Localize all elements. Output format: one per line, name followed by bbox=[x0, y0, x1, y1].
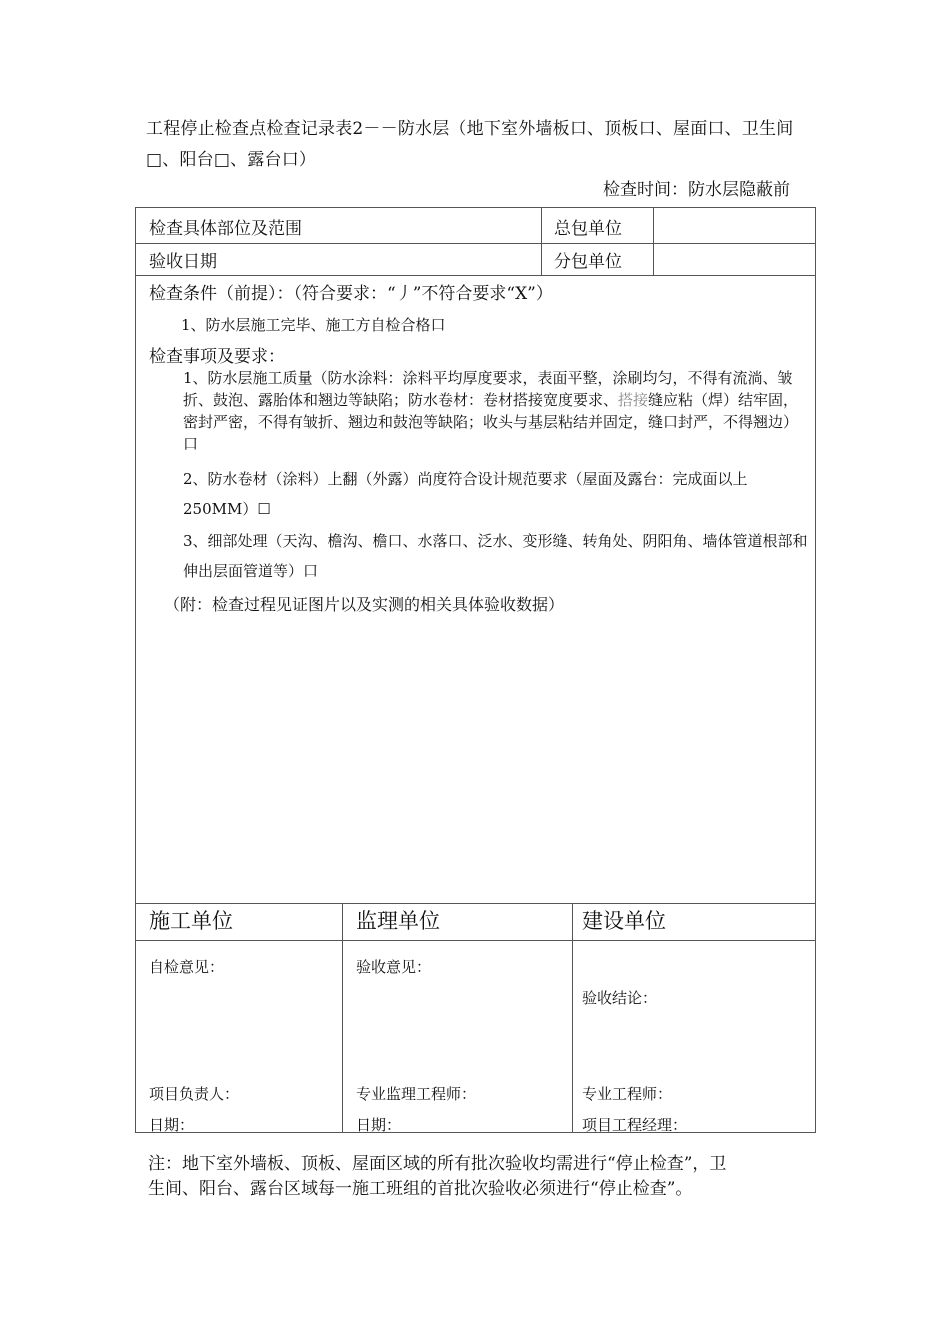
document-title: 工程停止检查点检查记录表2－－防水层（地下室外墙板口、顶板口、屋面口、卫生间□、阳台□、露台口） bbox=[146, 119, 794, 170]
col-divider bbox=[572, 903, 573, 1133]
row-divider bbox=[136, 275, 816, 276]
supervision-unit-title: 监理单位 bbox=[356, 909, 440, 933]
project-leader-label: 项目负责人： bbox=[149, 1085, 240, 1103]
requirements-heading: 检查事项及要求： bbox=[149, 347, 285, 367]
scope-label: 检查具体部位及范围 bbox=[149, 219, 302, 239]
requirement-item-3: 3、细部处理（天沟、檐沟、檐口、水落口、泛水、变形缝、转角处、阴阳角、墙体管道根部和伸出层面管道等）口 bbox=[183, 532, 808, 580]
project-manager-label: 项目工程经理： bbox=[582, 1116, 688, 1134]
requirement-item-2: 2、防水卷材（涂料）上翻（外露）尚度符合设计规范要求（屋面及露台：完成面以上250MM）☐ bbox=[183, 470, 748, 518]
col-divider bbox=[541, 208, 542, 275]
general-contractor-label: 总包单位 bbox=[554, 219, 622, 239]
attachment-note: （附：检查过程见证图片以及实测的相关具体验收数据） bbox=[164, 595, 565, 614]
footnote bbox=[148, 1152, 808, 1202]
professional-engineer-label: 专业工程师： bbox=[582, 1085, 673, 1103]
condition-item-1: 1、防水层施工完毕、施工方自检合格口 bbox=[181, 316, 446, 334]
col-divider bbox=[653, 208, 654, 275]
inspection-form-table bbox=[135, 207, 816, 1133]
supervision-date-label: 日期： bbox=[356, 1116, 402, 1134]
row-divider bbox=[136, 903, 816, 904]
row-divider bbox=[136, 243, 816, 244]
subcontractor-label: 分包单位 bbox=[554, 252, 622, 272]
row-divider bbox=[136, 940, 816, 941]
acceptance-opinion-label: 验收意见： bbox=[356, 958, 432, 976]
footnote-line-1: 注：地下室外墙板、顶板、屋面区域的所有批次验收均需进行“停止检查”，卫 bbox=[148, 1154, 727, 1174]
requirement-item-1-main: 1、防水层施工质量（防水涂料：涂料平均厚度要求，表面平整，涂刷均匀，不得有流淌、皱折、鼓泡、露胎体和翘边等缺陷；防水卷材：卷材搭接宽度要求、 bbox=[183, 369, 793, 409]
requirement-item-1-rest: 缝应粘（焊）结牢固，密封严密，不得有皱折、翘边和鼓泡等缺陷；收头与基层粘结并固定，缝口封严，不得翘边）口 bbox=[183, 391, 799, 453]
acceptance-date-label: 验收日期 bbox=[149, 252, 217, 272]
owner-unit-title: 建设单位 bbox=[582, 909, 666, 933]
requirement-item-1-gray: 搭接 bbox=[618, 391, 649, 409]
col-divider bbox=[342, 903, 343, 1133]
supervising-engineer-label: 专业监理工程师： bbox=[356, 1085, 477, 1103]
inspection-time: 检查时间：防水层隐蔽前 bbox=[603, 180, 790, 200]
self-check-opinion-label: 自检意见： bbox=[149, 958, 225, 976]
footnote-line-2: 生间、阳台、露台区域每一施工班组的首批次验收必须进行“停止检查”。 bbox=[148, 1179, 693, 1199]
construction-date-label: 日期： bbox=[149, 1116, 195, 1134]
construction-unit-title: 施工单位 bbox=[149, 909, 233, 933]
acceptance-conclusion-label: 验收结论： bbox=[582, 989, 658, 1007]
requirement-item-1 bbox=[183, 367, 808, 455]
conditions-heading: 检查条件（前提）：（符合要求：“丿”不符合要求“X”） bbox=[149, 284, 553, 304]
